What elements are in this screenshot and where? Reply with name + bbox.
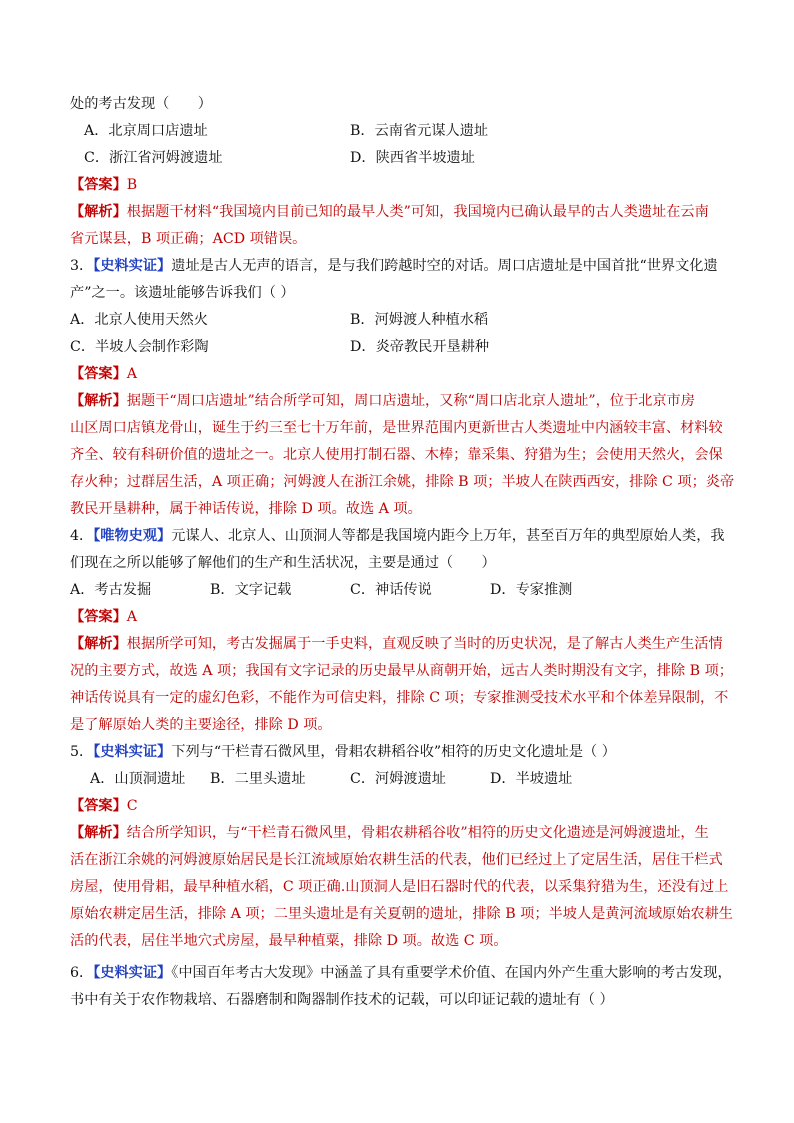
- answer-value: A: [126, 609, 138, 625]
- question-number: 6．: [70, 965, 94, 981]
- q3-answer: [70, 363, 730, 385]
- q3-option-d: D．炎帝教民开垦耕种: [350, 339, 490, 355]
- question-2-stem-end: 处的考古发现（ ）: [70, 96, 212, 112]
- answer-value: B: [126, 177, 138, 193]
- analysis-label: 【解析】: [70, 204, 127, 220]
- answer-label: 【答案】: [70, 177, 127, 193]
- q3-option-b: B．河姆渡人种植水稻: [350, 312, 489, 328]
- q4-answer: [70, 606, 730, 628]
- q5-option-a: A．山顶洞遗址: [90, 771, 186, 787]
- q4-analysis-line-3: 神话传说具有一定的虚幻色彩，不能作为可信史料，排除 C 项；专家推测受技术水平和个体差异限制，不: [70, 690, 729, 706]
- question-tag: 【史料实证】: [93, 744, 172, 760]
- question-4-stem: 4．【唯物史观】元谋人、北京人、山顶洞人等都是我国境内距今上万年，甚至百万年的典型原始人类，我: [70, 528, 725, 544]
- q4-analysis-line-1: 【解析】根据所学可知，考古发掘属于一手史料，直观反映了当时的历史状况，是了解古人类生产生活情: [70, 636, 723, 652]
- question-3-stem: 3．【史料实证】遗址是古人无声的语言，是与我们跨越时空的对话。周口店遗址是中国首批“世界文化遗: [70, 258, 718, 274]
- q4-analysis-line-4: 是了解原始人类的主要途径，排除 D 项。: [70, 717, 332, 733]
- q5-option-c: C．河姆渡遗址: [350, 771, 446, 787]
- question-number: 4．: [70, 528, 94, 544]
- question-4-stem-line-2: 们现在之所以能够了解他们的生产和生活状况，主要是通过（ ）: [70, 555, 496, 571]
- q5-option-d: D．半坡遗址: [490, 771, 573, 787]
- q5-answer: [70, 795, 730, 817]
- q2-answer: [70, 174, 730, 196]
- question-6-stem: 6．【史料实证】《中国百年考古大发现》中涵盖了具有重要学术价值、在国内外产生重大影响的考古发现，: [70, 965, 732, 981]
- question-6-stem-line-2: 书中有关于农作物栽培、石器磨制和陶器制作技术的记载，可以印证记载的遗址有（ ）: [70, 992, 614, 1008]
- q5-analysis-line-4: 原始农耕定居生活，排除 A 项；二里头遗址是有关夏朝的遗址，排除 B 项；半坡人是黄河流域原始农耕生: [70, 906, 733, 922]
- q3-analysis-line-4: 存火种；过群居生活，A 项正确；河姆渡人在浙江余姚，排除 B 项；半坡人在陕西西安，排除 C 项；炎帝: [70, 474, 735, 490]
- question-tag: 【唯物史观】: [93, 528, 172, 544]
- q5-analysis-line-3: 房屋，使用骨耜，最早种植水稻，C 项正确.山顶洞人是旧石器时代的代表，以采集狩猎为生，还没有过上: [70, 879, 729, 895]
- q4-analysis-line-2: 况的主要方式，故选 A 项；我国有文字记录的历史最早从商朝开始，远古人类时期没有文字，排除 B 项；: [70, 663, 733, 679]
- question-5-stem: 5．【史料实证】下列与“干栏青石微风里，骨耜农耕稻谷收”相符的历史文化遗址是（ ）: [70, 744, 616, 760]
- analysis-label: 【解析】: [70, 636, 127, 652]
- question-3-stem-line-2: 产”之一。该遗址能够告诉我们（ ）: [70, 285, 295, 301]
- q3-analysis-line-2: 山区周口店镇龙骨山，诞生于约三至七十万年前，是世界范围内更新世古人类遗址中内涵较丰富、材料较: [70, 420, 723, 436]
- question-tag: 【史料实证】: [93, 965, 172, 981]
- question-number: 3．: [70, 258, 94, 274]
- question-number: 5．: [70, 744, 94, 760]
- q3-analysis-line-1: 【解析】据题干“周口店遗址”结合所学可知，周口店遗址，又称“周口店北京人遗址”，位于北京市房: [70, 393, 695, 409]
- answer-label: 【答案】: [70, 366, 127, 382]
- question-tag: 【史料实证】: [93, 258, 172, 274]
- q5-analysis-line-5: 活的代表，居住半地穴式房屋，最早种植粟，排除 D 项。故选 C 项。: [70, 933, 508, 949]
- answer-value: C: [126, 798, 138, 814]
- answer-label: 【答案】: [70, 798, 127, 814]
- q4-option-b: B．文字记载: [210, 582, 292, 598]
- q4-option-d: D．专家推测: [490, 582, 573, 598]
- q2-option-d: D．陕西省半坡遗址: [350, 150, 475, 166]
- q2-option-c: C．浙江省河姆渡遗址: [84, 150, 223, 166]
- q2-analysis-line-2: 省元谋县，B 项正确；ACD 项错误。: [70, 231, 307, 247]
- answer-label: 【答案】: [70, 609, 127, 625]
- answer-value: A: [126, 366, 138, 382]
- q5-analysis-line-1: 【解析】结合所学知识，与“干栏青石微风里，骨耜农耕稻谷收”相符的历史文化遗迹是河姆渡遗址，生: [70, 825, 709, 841]
- q4-option-a: A．考古发掘: [70, 582, 152, 598]
- q2-option-b: B．云南省元谋人遗址: [350, 123, 489, 139]
- q3-option-a: A．北京人使用天然火: [70, 312, 208, 328]
- analysis-label: 【解析】: [70, 825, 127, 841]
- q3-analysis-line-5: 教民开垦耕种，属于神话传说，排除 D 项。故选 A 项。: [70, 501, 422, 517]
- analysis-label: 【解析】: [70, 393, 127, 409]
- q3-option-c: C．半坡人会制作彩陶: [70, 339, 209, 355]
- q3-analysis-line-3: 齐全、较有科研价值的遗址之一。北京人使用打制石器、木棒；靠采集、狩猎为生；会使用天然火，会保: [70, 447, 723, 463]
- q2-analysis-line-1: 【解析】根据题干材料“我国境内目前已知的最早人类”可知，我国境内已确认最早的古人类遗址在云南: [70, 204, 709, 220]
- q2-option-a: A．北京周口店遗址: [84, 123, 208, 139]
- q5-option-b: B．二里头遗址: [210, 771, 306, 787]
- q4-option-c: C．神话传说: [350, 582, 432, 598]
- q5-analysis-line-2: 活在浙江余姚的河姆渡原始居民是长江流域原始农耕生活的代表，他们已经过上了定居生活，居住干栏式: [70, 852, 723, 868]
